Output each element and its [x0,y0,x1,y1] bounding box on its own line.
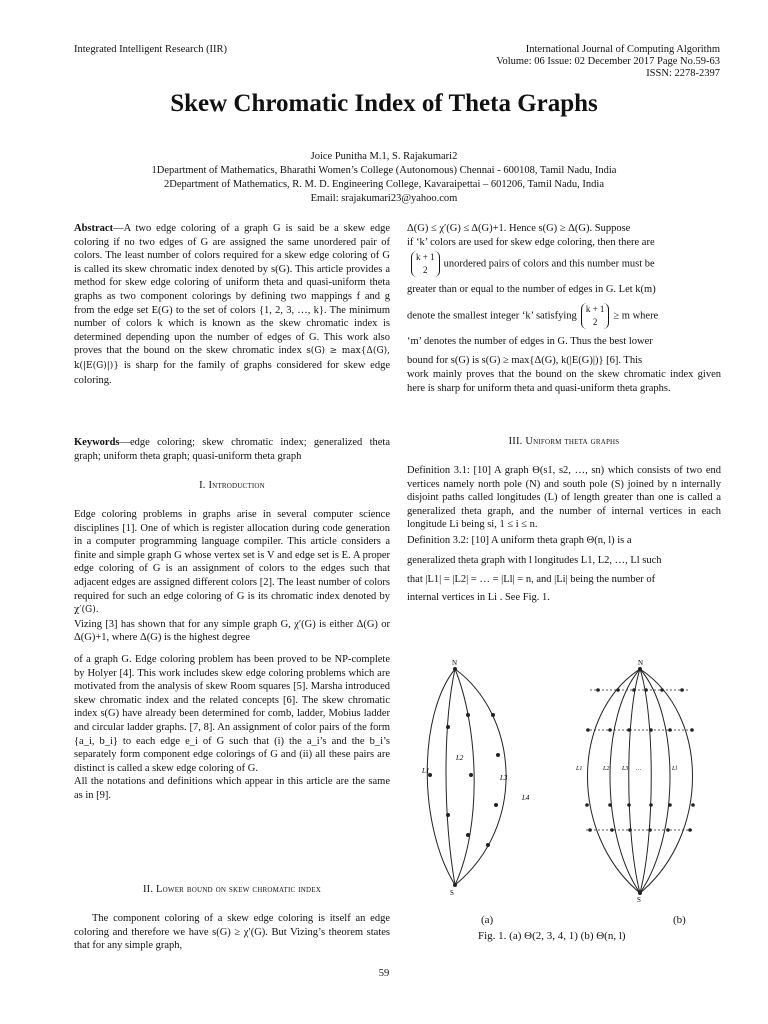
longitude-center-right-b [640,669,651,893]
figure-theta-graph-b [560,655,725,905]
section-lower-bound-heading: II. Lower bound on skew chromatic index [142,884,322,895]
right-line-5b: ≥ m where [613,310,659,322]
section-introduction-heading: I. Introduction [199,480,265,491]
longitude-outer-left-b [588,669,641,893]
longitude-3-a [455,669,474,885]
figure-caption: Fig. 1. (a) Θ(2, 3, 4, 1) (b) Θ(n, l) [478,930,626,942]
keywords [74,436,390,463]
right-line-5: denote the smallest integer ‘k’ satisfying [407,310,577,322]
longitude-label-b: L3 [622,766,629,772]
definition-3-1: Definition 3.1: [10] A graph Θ(s1, s2, …, sn) which consists of two end vertices namely north pole (N) and south pole (S) joined by n internally disjoint paths called longitudes (L) of length greater than one is called a generalized theta graph, and the number of internal vertices in each longitude Li being si, 1 ≤ i ≤ n. [407,465,721,531]
right-line-6: ‘m’ denotes the number of edges in G. Thus the best lower [407,335,653,347]
intro-p1-math: χ′(G). [74,605,99,616]
keywords-label: Keywords [74,437,120,448]
vertex-a [469,773,473,777]
abstract-formula: s(G) ≥ max{Δ(G), k(|E(G)|)} [74,346,391,371]
longitude-label-a: L1 [422,767,430,775]
vertex-b [616,688,620,692]
definition-3-2a: Definition 3.2: [10] A uniform theta graph Θ(n, l) is a [407,534,632,546]
paper-title: Skew Chromatic Index of Theta Graphs [170,90,598,117]
vertex-b [690,728,694,732]
abstract-text: —A two edge coloring of a graph G is said be a skew edge coloring if no two edges of G are assigned the same unordered pair of colors. The least number of colors required for a skew edge coloring of G is called its skew chromatic index denoted by s(G). This article provides a method for skew edge coloring of uniform theta and quasi-uniform theta graphs as two component colorings by defining two mappings f and g from the edge set E(G) to the set of colors {1, 2, 3, …, k}. The minimum number of colors k which is known as the skew chromatic index is determined depending upon the number of edges of G. This work also proves that the bound on the skew chromatic index [74,223,390,357]
definition-3-2b: generalized theta graph with l longitudes L1, L2, …, Ll such [407,554,662,566]
north-pole-label-b: N [638,659,644,667]
right-line-8: work mainly proves that the bound on the skew chromatic index given here is sharp for uniform theta and quasi-uniform theta graphs. [407,368,721,394]
right-line-4: greater than or equal to the number of edges in G. Let k(m) [407,284,656,296]
vertex-a [446,725,450,729]
intro-p3: All the notations and definitions which appear in this article are the same as in [9]. [74,776,390,801]
vertex-b [610,828,614,832]
longitude-label-b: L2 [603,766,610,772]
vertex-b [632,688,636,692]
vertex-b [691,803,695,807]
longitude-center-left-b [629,669,640,893]
vertex-b [627,803,631,807]
longitude-inner-right-b [640,669,670,893]
section-uniform-theta-heading: III. Uniform theta graphs [508,436,620,447]
abstract-label: Abstract [74,223,114,234]
authors: Joice Punitha M.1, S. Rajakumari2 [310,151,458,162]
vertex-a [486,843,490,847]
definition-3-2d: internal vertices in Li . See Fig. 1. [407,591,550,603]
intro-text [74,508,390,802]
vertex-a [496,753,500,757]
vertex-a [446,813,450,817]
email: Email: srajakumari23@yahoo.com [310,193,458,204]
longitude-outer-right-b [640,669,693,893]
south-pole-vertex-b [638,891,642,895]
vertex-b [666,828,670,832]
longitude-label-b: L1 [576,766,583,772]
right-line-3: unordered pairs of colors and this number must be [443,258,655,270]
vertex-b [585,803,589,807]
lower-bound-text: The component coloring of a skew edge coloring is itself an edge coloring and therefore we have s(G) ≥ χ′(G). But Vizing’s theorem states that for any simple graph, [74,913,390,952]
figure-label-b: (b) [673,914,686,926]
header-left: Integrated Intelligent Research (IIR) [74,44,228,55]
vertex-b [668,803,672,807]
longitude-label-a: L2 [456,754,464,762]
figure-label-a: (a) [481,914,494,926]
vertex-b [588,828,592,832]
longitude-label-a: L3 [500,774,508,782]
right-column-top [407,222,721,395]
abstract [74,222,390,387]
longitude-inner-left-b [610,669,640,893]
keywords-text: —edge coloring; skew chromatic index; generalized theta graph; uniform theta graph; quasi-uniform theta graph [74,437,390,462]
vertex-b [668,728,672,732]
vertex-b [628,828,632,832]
vertex-b [649,728,653,732]
header-journal: International Journal of Computing Algorithm [525,44,720,55]
south-pole-vertex-a [453,883,457,887]
figure-theta-graph-a [418,655,558,900]
page-number: 59 [378,968,390,979]
longitude-2-a [446,669,455,885]
ellipsis-b: … [636,766,642,772]
vertex-b [680,688,684,692]
abstract-tail: is sharp for the family of graphs considered for skew edge coloring. [74,359,391,386]
vertex-b [608,803,612,807]
header-volume: Volume: 06 Issue: 02 December 2017 Page No.59-63 [496,56,720,67]
binomial-inequality: k + 1 2 [581,303,610,329]
vertex-a [466,713,470,717]
north-pole-vertex-b [638,667,642,671]
south-pole-label-a: S [450,889,454,897]
longitude-label-b: Ll [672,766,678,772]
north-pole-vertex-a [453,667,457,671]
vertex-b [596,688,600,692]
right-line-1: Δ(G) ≤ χ′(G) ≤ Δ(G)+1. Hence s(G) ≥ Δ(G). Suppose [407,223,631,234]
right-line-7: bound for s(G) is s(G) ≥ max{Δ(G), k(|E(G)|)} [6]. This [407,355,643,367]
intro-p1: Edge coloring problems in graphs arise in several computer science disciplines [1]. One of which is register allocation during code generation in a computer programming language compiler. This article considers a finite and simple graph G whose vertex set is V and edge set is E. A proper edge coloring of G is an assignment of colors to the edges such that adjacent edges are assigned different colors [2]. The least number of colors required for such an edge coloring of G is its chromatic index denoted by [74,509,390,602]
definition-3-2c: that |L1| = |L2| = … = |Ll| = n, and |Li| being the number of [407,574,656,586]
affiliation-1: 1Department of Mathematics, Bharathi Women’s College (Autonomous) Chennai - 600108, Tamil Nadu, India [151,165,617,176]
intro-p1b: Vizing [3] has shown that for any simple graph G, χ′(G) is either Δ(G) or Δ(G)+1, where Δ(G) is the highest degree [74,618,390,644]
longitude-label-a: L4 [522,794,530,802]
vertex-a [494,803,498,807]
vertex-a [466,833,470,837]
intro-p2: of a graph G. Edge coloring problem has been proved to be NP-complete by Holyer [4]. This work includes skew edge coloring problems which are motivated from the analysis of skew Room squares [5]. Marsha introduced skew chromatic index and the related concepts [6]. The skew chromatic index s(G) have already been determined for comb, ladder, Mobius ladder and circular ladder graphs. [7, 8]. An assignment of color pairs of the form {a_i, b_i} to each edge e_i of G such that (i) the a_i’s and the b_i’s separately form component edge colorings of G and (ii) all these pairs are distinct is called a skew edge coloring of G. [74,653,390,774]
vertex-b [648,828,652,832]
right-line-2: if ‘k’ colors are used for skew edge coloring, then there are [407,236,655,248]
north-pole-label-a: N [452,659,458,667]
vertex-b [688,828,692,832]
vertex-b [586,728,590,732]
vertex-a [491,713,495,717]
vertex-b [649,803,653,807]
south-pole-label-b: S [637,896,641,904]
longitude-4-a [455,669,506,885]
affiliation-2: 2Department of Mathematics, R. M. D. Engineering College, Kavaraipettai – 601206, Tamil Nadu, India [164,179,604,190]
vertex-b [660,688,664,692]
binomial-k-plus-1-over-2: k + 1 2 [411,251,440,277]
vertex-b [627,728,631,732]
header-issn: ISSN: 2278-2397 [646,68,720,79]
vertex-b [644,688,648,692]
vertex-b [608,728,612,732]
definitions [407,464,721,604]
